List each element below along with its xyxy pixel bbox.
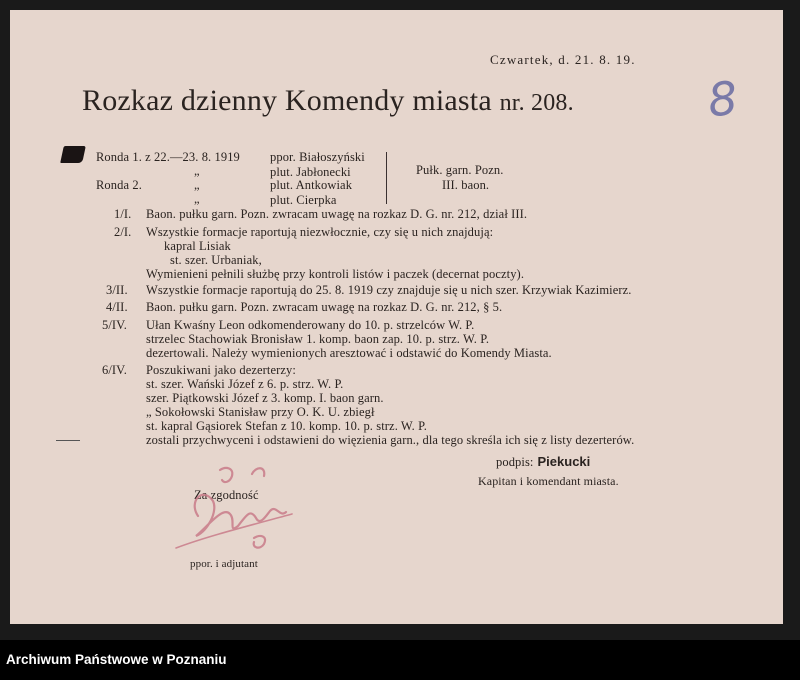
conformity-note: Za zgodność: [194, 488, 259, 502]
order-text: st. kapral Gąsiorek Stefan z 10. komp. 10. p. strz. W. P.: [146, 419, 428, 433]
unit-line2: III. baon.: [442, 178, 490, 192]
order-text: strzelec Stachowiak Bronisław 1. komp. baon zap. 10. p. strz. W. P.: [146, 332, 490, 346]
ronda1-line2: plut. Jabłonecki: [270, 165, 351, 179]
order-text: Ułan Kwaśny Leon odkomenderowany do 10. p. strzelców W. P.: [146, 318, 475, 332]
order-text: zostali przychwyceni i odstawieni do więzienia garn., dla tego skreśla ich się z listy dezerterów.: [146, 433, 635, 447]
order-number: 4/II.: [106, 300, 128, 314]
ditto-mark: „: [194, 192, 200, 206]
ronda2-line2: plut. Cierpka: [270, 193, 337, 207]
signature-name: Piekucki: [537, 454, 591, 469]
ditto-mark: „: [194, 178, 200, 192]
order-text: Wszystkie formacje raportują niezwłocznie, czy się u nich znajdują:: [146, 225, 494, 239]
title-number: nr. 208.: [499, 90, 574, 116]
order-text: Baon. pułku garn. Pozn. zwracam uwagę na rozkaz D. G. nr. 212, § 5.: [146, 300, 503, 314]
adjutant-caption: ppor. i adjutant: [190, 558, 258, 570]
order-text: st. szer. Urbaniak,: [170, 253, 262, 267]
ronda2-line1: plut. Antkowiak: [270, 178, 353, 192]
order-text: st. szer. Wański Józef z 6. p. strz. W. P.: [146, 377, 344, 391]
order-number: 2/I.: [114, 225, 132, 239]
signature-line: [496, 453, 590, 471]
order-number: 1/I.: [114, 207, 132, 221]
order-text: „ Sokołowski Stanisław przy O. K. U. zbiegł: [146, 405, 375, 419]
ronda1-label: Ronda 1. z 22.—23. 8. 1919: [96, 150, 240, 164]
order-number: 6/IV.: [102, 363, 127, 377]
order-text: szer. Piątkowski Józef z 3. komp. I. baon garn.: [146, 391, 384, 405]
handwritten-signature: [168, 456, 308, 556]
ink-blot: [60, 146, 86, 163]
order-text: Poszukiwani jako dezerterzy:: [146, 363, 296, 377]
ditto-mark: „: [194, 164, 200, 178]
signature-label: podpis:: [496, 455, 534, 469]
order-text: Baon. pułku garn. Pozn. zwracam uwagę na rozkaz D. G. nr. 212, dział III.: [146, 207, 528, 221]
archive-name: Archiwum Państwowe w Poznaniu: [6, 652, 227, 667]
order-text: kapral Lisiak: [164, 239, 231, 253]
document-date: Czwartek, d. 21. 8. 19.: [490, 52, 636, 67]
signatory-rank: Kapitan i komendant miasta.: [478, 474, 619, 488]
order-text: dezertowali. Należy wymienionych aresztować i odstawić do Komendy Miasta.: [146, 346, 552, 360]
ronda1-officer: ppor. Białoszyński: [270, 150, 365, 164]
order-text: Wymienieni pełnili służbę przy kontroli listów i paczek (decernat poczty).: [146, 267, 525, 281]
order-number: 3/II.: [106, 283, 128, 297]
title-main: Rozkaz dzienny Komendy miasta: [82, 84, 492, 117]
order-number: 5/IV.: [102, 318, 127, 332]
handwritten-page-number: 8: [705, 70, 741, 128]
bracket-line: [386, 152, 387, 204]
unit-line1: Pułk. garn. Pozn.: [416, 163, 504, 177]
order-text: Wszystkie formacje raportują do 25. 8. 1919 czy znajduje się u nich szer. Krzywiak Kazimierz.: [146, 283, 632, 297]
margin-mark: [56, 440, 80, 441]
document-title: [82, 84, 574, 118]
ronda2-label: Ronda 2.: [96, 178, 142, 192]
